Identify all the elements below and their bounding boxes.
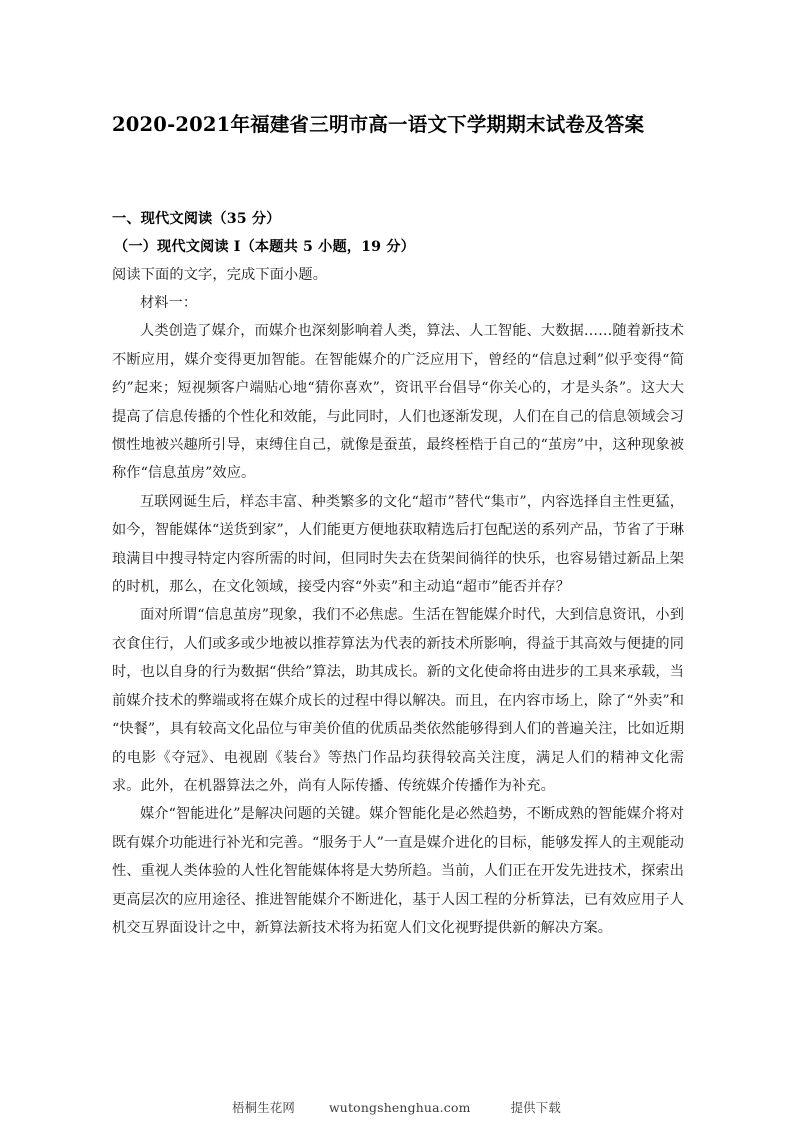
body-paragraph: 媒介“智能进化”是解决问题的关键。媒介智能化是必然趋势，不断成熟的智能媒介将对既有媒介功能进行补光和完善。“服务于人”一直是媒介进化的目标，能够发挥人的主观能动性、重视人类体验的人性化智能媒体将是大势所趋。当前，人们正在开发先进技术，探索出更高层次的应用途径、推进智能媒介不断进化，基于人因工程的分析算法，已有效应用子人机交互界面设计之中，新算法新技术将为拓宽人们文化视野提供新的解决方案。 [112, 806, 684, 936]
footer-watermark [0, 1098, 793, 1116]
body-paragraph: 人类创造了媒介，而媒介也深刻影响着人类，算法、人工智能、大数据……随着新技术不断应用，媒介变得更加智能。在智能媒介的广泛应用下，曾经的“信息过剩”似乎变得“简约”起来；短视频客户端贴心地“猜你喜欢”，资讯平台倡导“你关心的，才是头条”。这大大提高了信息传播的个性化和效能，与此同时，人们也逐渐发现，人们在自己的信息领域会习惯性地被兴趣所引导，束缚住自己，就像是蚕茧，最终桎梏于自己的“茧房”中，这种现象被称作“信息茧房”效应。 [112, 323, 684, 482]
material-label: 材料一： [140, 295, 198, 311]
footer-url: wutongshenghua.com [329, 1100, 471, 1115]
footer-site-name: 梧桐生花网 [232, 1100, 295, 1115]
subsection-heading-reading-one: （一）现代文阅读 I（本题共 5 小题，19 分） [114, 239, 415, 255]
document-body [112, 205, 684, 942]
page-title: 2020-2021年福建省三明市高一语文下学期期末试卷及答案 [112, 113, 645, 137]
footer-action-label: 提供下载 [510, 1100, 561, 1115]
section-heading-modern-reading: 一、现代文阅读（35 分） [112, 211, 281, 227]
body-paragraph: 互联网诞生后，样态丰富、种类繁多的文化“超市”替代“集市”，内容选择自主性更猛，如今，智能媒体“送货到家”，人们能更方便地获取精选后打包配送的系列产品，节省了于琳琅满目中搜寻特定内容所需的时间，但同时失去在货架间徜徉的快乐，也容易错过新品上架的时机，那么，在文化领域，接受内容“外卖”和主动追“超市”能否并存？ [112, 493, 684, 596]
instruction-line: 阅读下面的文字，完成下面小题。 [112, 267, 328, 283]
body-paragraph: 面对所谓“信息茧房”现象，我们不必焦虑。生活在智能媒介时代，大到信息资讯，小到衣食住行，人们或多或少地被以推荐算法为代表的新技术所影响，得益于其高效与便捷的同时，也以自身的行为数据“供给”算法，助其成长。新的文化使命将由进步的工具来承载，当前媒介技术的弊端或将在媒介成长的过程中得以解决。而且，在内容市场上，除了“外卖”和“快餐”，具有较高文化品位与审美价值的优质品类依然能够得到人们的普遍关注，比如近期的电影《夺冠》、电视剧《装台》等热门作品均获得较高关注度，满足人们的精神文化需求。此外，在机器算法之外，尚有人际传播、传统媒介传播作为补充。 [112, 607, 684, 794]
